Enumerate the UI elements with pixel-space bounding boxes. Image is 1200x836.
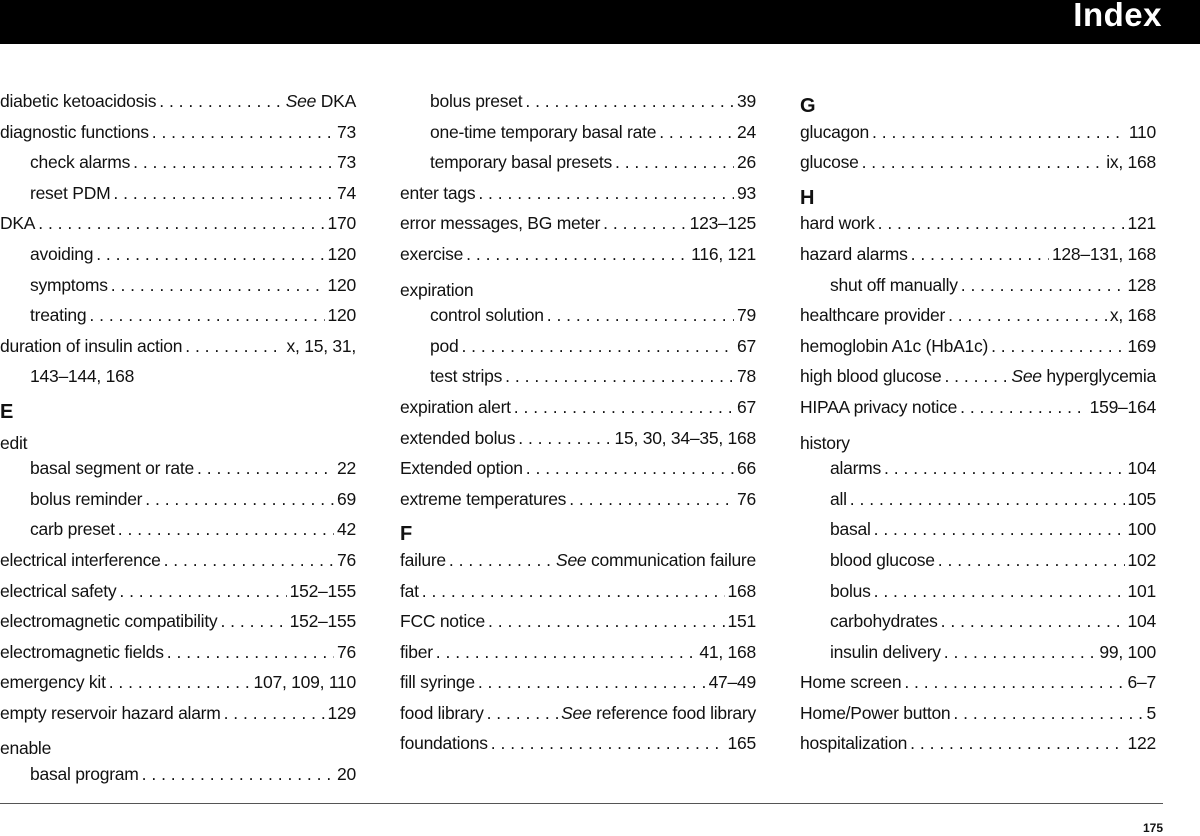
dot-leader	[89, 305, 324, 326]
dot-leader	[941, 611, 1125, 632]
index-term: high blood glucose	[800, 366, 942, 387]
index-entry	[0, 611, 356, 642]
index-subentry	[800, 611, 1156, 642]
index-term: electromagnetic fields	[0, 641, 164, 662]
dot-leader	[872, 122, 1126, 143]
see-reference	[561, 703, 756, 724]
dot-leader	[960, 397, 1087, 418]
dot-leader	[904, 672, 1124, 693]
index-term: electromagnetic compatibility	[0, 611, 218, 632]
page-reference: 110	[1128, 121, 1156, 142]
page-reference: 104	[1127, 458, 1156, 479]
index-term: alarms	[830, 458, 882, 479]
dot-leader	[466, 244, 688, 265]
index-term: extreme temperatures	[400, 488, 567, 509]
index-entry	[0, 581, 356, 612]
index-term: pod	[430, 335, 459, 356]
dot-leader	[526, 458, 734, 479]
index-entry	[0, 703, 356, 734]
page-reference: 116, 121	[691, 243, 756, 264]
dot-leader	[514, 397, 734, 418]
index-entry	[400, 183, 756, 214]
index-term: all	[830, 488, 847, 509]
index-term: temporary basal presets	[430, 152, 612, 173]
index-subentry	[0, 764, 356, 795]
index-term: check alarms	[30, 152, 131, 173]
index-term: fat	[400, 580, 419, 601]
index-term: basal	[830, 519, 871, 540]
index-heading-term: expiration	[400, 279, 474, 300]
index-term: symptoms	[30, 274, 108, 295]
page-reference: 42	[337, 519, 356, 540]
page-reference: 47–49	[708, 672, 756, 693]
index-term: emergency kit	[0, 672, 106, 693]
dot-leader	[991, 336, 1124, 357]
page-reference: x, 15, 31,	[286, 335, 356, 356]
page-reference: 122	[1127, 733, 1156, 754]
page-reference: 15, 30, 34–35, 168	[614, 427, 756, 448]
index-term: basal program	[30, 764, 139, 785]
page-reference: 101	[1127, 580, 1156, 601]
see-label: See	[285, 91, 317, 111]
see-target: reference food library	[596, 702, 756, 723]
index-entry	[400, 611, 756, 642]
index-entry	[400, 581, 756, 612]
index-term: one-time temporary basal rate	[430, 121, 657, 142]
index-term: bolus	[830, 580, 871, 601]
index-term: duration of insulin action	[0, 335, 183, 356]
dot-leader	[133, 152, 334, 173]
index-column-3	[800, 91, 1156, 764]
index-entry	[400, 458, 756, 489]
index-term: FCC notice	[400, 611, 486, 632]
page-reference: 78	[737, 366, 756, 387]
index-term: carb preset	[30, 519, 115, 540]
dot-leader	[944, 642, 1097, 663]
index-entry	[800, 733, 1156, 764]
dot-leader	[948, 305, 1107, 326]
index-entry	[800, 152, 1156, 183]
page-reference: 159–164	[1089, 396, 1156, 417]
dot-leader	[119, 581, 286, 602]
dot-leader	[874, 519, 1125, 540]
index-subentry	[400, 305, 756, 336]
dot-leader	[547, 305, 734, 326]
page-reference: 129	[327, 702, 356, 723]
dot-leader	[449, 550, 553, 571]
index-term: DKA	[0, 213, 36, 234]
index-column-2	[400, 91, 756, 764]
page-reference: 105	[1127, 488, 1156, 509]
index-entry	[400, 213, 756, 244]
index-subentry	[0, 519, 356, 550]
index-term: Extended option	[400, 458, 523, 479]
see-label: See	[1011, 366, 1042, 387]
index-entry	[400, 672, 756, 703]
index-term: hemoglobin A1c (HbA1c)	[800, 335, 989, 356]
index-term: fill syringe	[400, 672, 475, 693]
index-heading-term: enable	[0, 738, 52, 759]
index-subentry	[400, 152, 756, 183]
index-term: glucose	[800, 152, 859, 173]
index-term: blood glucose	[830, 549, 935, 570]
page-reference: 165	[727, 733, 756, 754]
page-reference: 120	[327, 305, 356, 326]
index-subentry	[0, 244, 356, 275]
index-column-1	[0, 91, 356, 795]
see-reference	[286, 91, 356, 112]
dot-leader	[953, 703, 1143, 724]
index-term: electrical safety	[0, 580, 117, 601]
dot-leader	[113, 183, 334, 204]
page-reference: 120	[327, 243, 356, 264]
page-reference: 76	[337, 549, 356, 570]
index-entry	[400, 397, 756, 428]
page-reference: 66	[737, 458, 756, 479]
dot-leader	[491, 733, 725, 754]
dot-leader	[603, 213, 686, 234]
index-entry	[400, 703, 756, 734]
index-term: insulin delivery	[830, 641, 941, 662]
index-entry	[400, 733, 756, 764]
dot-leader	[478, 183, 734, 204]
index-term: diabetic ketoacidosis	[0, 91, 157, 111]
index-subentry	[400, 366, 756, 397]
dot-leader	[142, 764, 334, 785]
dot-leader	[167, 642, 334, 663]
dot-leader	[874, 581, 1125, 602]
dot-leader	[488, 611, 725, 632]
index-term: reset PDM	[30, 182, 111, 203]
index-entry	[400, 642, 756, 673]
index-term: fiber	[400, 641, 433, 662]
page-reference: 152–155	[289, 611, 356, 632]
page-reference: 151	[727, 611, 756, 632]
page-reference: 99, 100	[1099, 641, 1156, 662]
index-term: treating	[30, 305, 87, 326]
index-subentry	[0, 183, 356, 214]
dot-leader	[518, 428, 611, 449]
dot-leader	[525, 91, 734, 112]
index-heading-term: history	[800, 432, 850, 453]
index-heading-term: edit	[0, 432, 28, 453]
index-entry	[800, 213, 1156, 244]
dot-leader	[850, 489, 1125, 510]
dot-leader	[152, 122, 334, 143]
index-section-letter: G	[800, 95, 816, 117]
page-reference: 76	[337, 641, 356, 662]
index-subentry	[800, 550, 1156, 581]
index-subentry	[0, 275, 356, 306]
see-target: communication failure	[591, 549, 756, 570]
page-reference: 128–131, 168	[1051, 243, 1156, 264]
dot-leader	[220, 611, 286, 632]
index-entry	[800, 122, 1156, 153]
index-entry	[0, 672, 356, 703]
page-reference: 5	[1146, 702, 1156, 723]
index-term: control solution	[430, 305, 544, 326]
index-entry	[400, 244, 756, 275]
page-reference: 169	[1127, 335, 1156, 356]
index-entry	[0, 550, 356, 581]
index-term: glucagon	[800, 121, 870, 142]
index-term: basal segment or rate	[30, 458, 195, 479]
page-title: Index	[1073, 0, 1162, 33]
dot-leader	[461, 336, 734, 357]
index-entry	[800, 305, 1156, 336]
dot-leader	[111, 275, 325, 296]
page-reference: 41, 168	[699, 641, 756, 662]
dot-leader	[164, 550, 334, 571]
page-number: 175	[1142, 821, 1163, 835]
index-entry	[800, 366, 1156, 397]
page-reference: 168	[727, 580, 756, 601]
index-subentry	[800, 489, 1156, 520]
index-subentry	[800, 275, 1156, 306]
index-subentry	[800, 519, 1156, 550]
index-entry	[400, 428, 756, 459]
page-reference: 39	[737, 91, 756, 111]
index-subentry	[0, 152, 356, 183]
index-entry	[800, 703, 1156, 734]
index-entry	[400, 550, 756, 581]
index-term: empty reservoir hazard alarm	[0, 702, 221, 723]
dot-leader	[862, 152, 1104, 173]
dot-leader	[910, 733, 1124, 754]
dot-leader	[159, 91, 283, 112]
dot-leader	[884, 458, 1125, 479]
index-term: carbohydrates	[830, 611, 938, 632]
dot-leader	[659, 122, 734, 143]
index-term: healthcare provider	[800, 305, 946, 326]
page-reference: ix, 168	[1106, 152, 1156, 173]
page-reference: 93	[737, 182, 756, 203]
dot-leader	[911, 244, 1049, 265]
index-subentry	[400, 336, 756, 367]
dot-leader	[96, 244, 324, 265]
index-term: Home/Power button	[800, 702, 951, 723]
index-term: enter tags	[400, 182, 476, 203]
index-entry	[800, 672, 1156, 703]
see-reference	[1011, 366, 1156, 387]
dot-leader	[938, 550, 1125, 571]
index-entry	[0, 642, 356, 673]
index-term: test strips	[430, 366, 503, 387]
dot-leader	[185, 336, 283, 357]
page-reference: 123–125	[689, 213, 756, 234]
dot-leader	[118, 519, 334, 540]
page-reference: x, 168	[1109, 305, 1156, 326]
index-entry	[0, 122, 356, 153]
index-entry	[0, 336, 356, 397]
index-term: bolus reminder	[30, 488, 143, 509]
page-reference: 73	[337, 152, 356, 173]
index-subentry	[400, 122, 756, 153]
page-reference: 74	[337, 182, 356, 203]
index-term: hospitalization	[800, 733, 908, 754]
dot-leader	[487, 703, 559, 724]
index-entry	[800, 244, 1156, 275]
index-term: hazard alarms	[800, 243, 908, 264]
dot-leader	[109, 672, 251, 693]
header-bar	[0, 0, 1200, 44]
index-entry	[0, 91, 356, 122]
index-term: expiration alert	[400, 396, 511, 417]
page-reference: 26	[737, 152, 756, 173]
see-target: hyperglycemia	[1046, 366, 1156, 387]
page-reference: 100	[1127, 519, 1156, 540]
index-term: hard work	[800, 213, 875, 234]
index-term: foundations	[400, 733, 488, 754]
index-term: failure	[400, 549, 446, 570]
page-reference: 102	[1127, 549, 1156, 570]
index-term: exercise	[400, 243, 464, 264]
dot-leader	[38, 213, 324, 234]
index-term: electrical interference	[0, 549, 161, 570]
index-subentry	[800, 458, 1156, 489]
index-subentry	[400, 91, 756, 122]
dot-leader	[944, 366, 1008, 387]
index-term: food library	[400, 702, 484, 723]
page-reference: 128	[1127, 274, 1156, 295]
footer-rule	[0, 803, 1163, 804]
index-subentry	[800, 581, 1156, 612]
index-entry	[0, 213, 356, 244]
index-subentry	[800, 642, 1156, 673]
index-subentry	[0, 305, 356, 336]
see-label: See	[556, 549, 587, 570]
page-reference: 152–155	[289, 580, 356, 601]
index-subentry	[0, 489, 356, 520]
dot-leader	[145, 489, 334, 510]
page-reference: 107, 109, 110	[253, 672, 356, 693]
index-term: extended bolus	[400, 427, 516, 448]
dot-leader	[615, 152, 734, 173]
dot-leader	[422, 581, 725, 602]
page-reference: 67	[737, 335, 756, 356]
see-reference	[556, 550, 756, 571]
dot-leader	[436, 642, 697, 663]
page-reference: 121	[1127, 213, 1156, 234]
dot-leader	[569, 489, 734, 510]
index-term: bolus preset	[430, 91, 523, 111]
dot-leader	[961, 275, 1125, 296]
dot-leader	[224, 703, 325, 724]
dot-leader	[478, 672, 706, 693]
page-reference: 79	[737, 305, 756, 326]
index-section-letter: F	[400, 523, 413, 546]
index-term: diagnostic functions	[0, 121, 149, 142]
dot-leader	[878, 213, 1125, 234]
index-term: HIPAA privacy notice	[800, 396, 958, 417]
index-term: error messages, BG meter	[400, 213, 601, 234]
index-term: Home screen	[800, 672, 902, 693]
index-entry	[800, 397, 1156, 428]
index-subentry	[0, 458, 356, 489]
page-reference: 76	[737, 488, 756, 509]
page-reference: 22	[337, 458, 356, 479]
index-term: shut off manually	[830, 274, 958, 295]
page-reference: 120	[327, 274, 356, 295]
page-reference: 104	[1127, 611, 1156, 632]
index-entry	[800, 336, 1156, 367]
index-term: avoiding	[30, 243, 94, 264]
page-reference: 24	[737, 121, 756, 142]
index-entry	[400, 489, 756, 520]
index-section-letter: H	[800, 186, 815, 209]
dot-leader	[197, 458, 334, 479]
page-reference: 67	[737, 396, 756, 417]
page-reference: 20	[337, 764, 356, 785]
page-reference: 170	[327, 213, 356, 234]
see-label: See	[561, 702, 592, 723]
page-reference: 6–7	[1127, 672, 1156, 693]
page-reference-continuation: 143–144, 168	[30, 366, 135, 387]
see-target: DKA	[320, 91, 356, 111]
page-reference: 69	[337, 488, 356, 509]
page-reference: 73	[337, 121, 356, 142]
index-section-letter: E	[0, 400, 14, 423]
dot-leader	[505, 366, 734, 387]
